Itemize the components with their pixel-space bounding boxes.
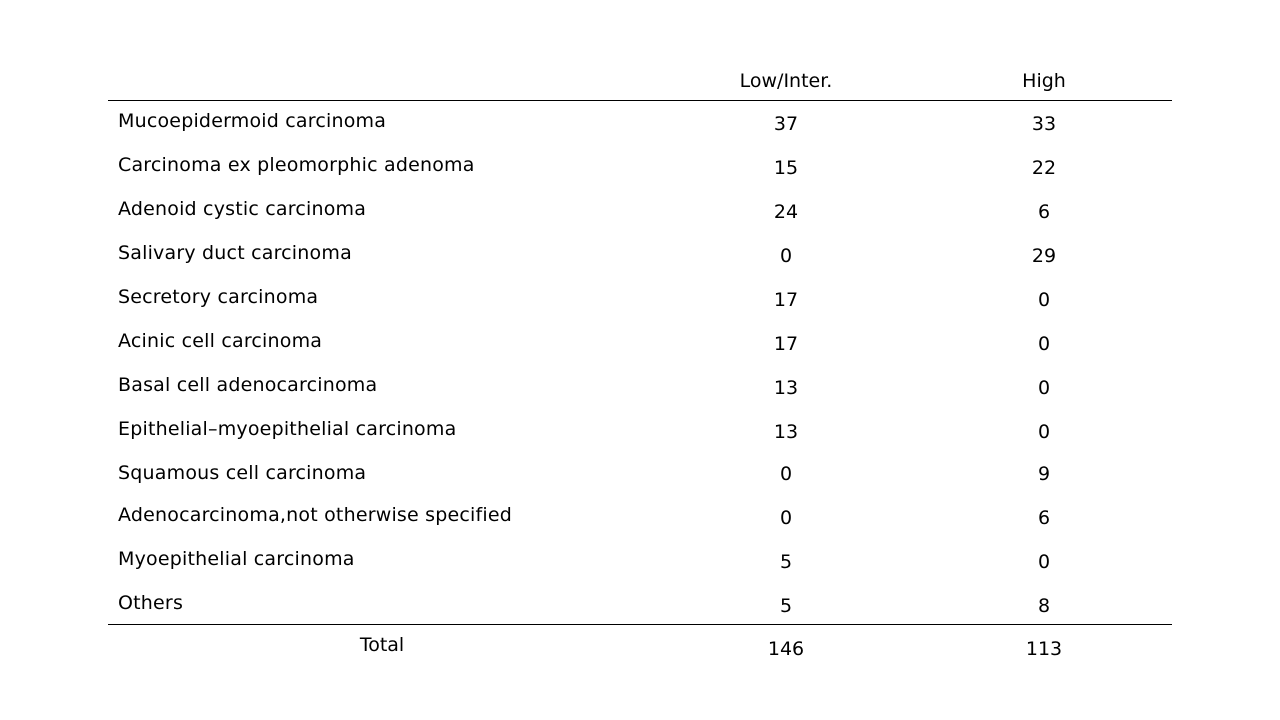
low-inter-value: 13	[773, 377, 799, 399]
table-row	[108, 364, 1172, 408]
high-value: 0	[1037, 333, 1051, 355]
table-row	[108, 494, 1172, 538]
high-value: 0	[1037, 421, 1051, 443]
low-inter-value: 0	[779, 463, 793, 485]
table-row	[108, 188, 1172, 232]
row-label: Myoepithelial carcinoma	[118, 548, 355, 570]
row-label: Basal cell adenocarcinoma	[118, 374, 378, 396]
high-value: 9	[1037, 463, 1051, 485]
table-row	[108, 232, 1172, 276]
high-value: 0	[1037, 377, 1051, 399]
row-label: Epithelial–myoepithelial carcinoma	[118, 418, 457, 440]
low-inter-value: 15	[773, 157, 799, 179]
column-header-low-inter: Low/Inter.	[739, 70, 833, 92]
high-value: 0	[1037, 289, 1051, 311]
table-row	[108, 144, 1172, 188]
high-value: 33	[1031, 113, 1057, 135]
low-inter-value: 0	[779, 507, 793, 529]
table-row	[108, 452, 1172, 496]
column-header-high: High	[1022, 70, 1066, 92]
high-value: 8	[1037, 595, 1051, 617]
row-label: Salivary duct carcinoma	[118, 242, 352, 264]
low-inter-value: 37	[773, 113, 799, 135]
row-label: Secretory carcinoma	[118, 286, 319, 308]
high-value: 6	[1037, 201, 1051, 223]
table-row	[108, 582, 1172, 626]
high-value: 0	[1037, 551, 1051, 573]
total-row	[108, 624, 1172, 669]
row-label: Mucoepidermoid carcinoma	[118, 110, 387, 132]
low-inter-value: 13	[773, 421, 799, 443]
low-inter-value: 17	[773, 289, 799, 311]
total-high-value: 113	[1025, 638, 1063, 660]
row-label: Squamous cell carcinoma	[118, 462, 367, 484]
table-row	[108, 320, 1172, 364]
table-header	[108, 60, 1172, 101]
total-label: Total	[359, 634, 405, 656]
high-value: 6	[1037, 507, 1051, 529]
row-label: Carcinoma ex pleomorphic adenoma	[118, 154, 475, 176]
low-inter-value: 24	[773, 201, 799, 223]
row-label: Adenoid cystic carcinoma	[118, 198, 367, 220]
table-row	[108, 276, 1172, 320]
low-inter-value: 5	[779, 595, 793, 617]
low-inter-value: 17	[773, 333, 799, 355]
total-low-inter-value: 146	[767, 638, 805, 660]
high-value: 29	[1031, 245, 1057, 267]
row-label: Acinic cell carcinoma	[118, 330, 323, 352]
low-inter-value: 5	[779, 551, 793, 573]
row-label: Adenocarcinoma,not otherwise specified	[118, 504, 513, 526]
row-label: Others	[118, 592, 184, 614]
table-row	[108, 408, 1172, 452]
high-value: 22	[1031, 157, 1057, 179]
table-row	[108, 100, 1172, 144]
low-inter-value: 0	[779, 245, 793, 267]
table-row	[108, 538, 1172, 582]
